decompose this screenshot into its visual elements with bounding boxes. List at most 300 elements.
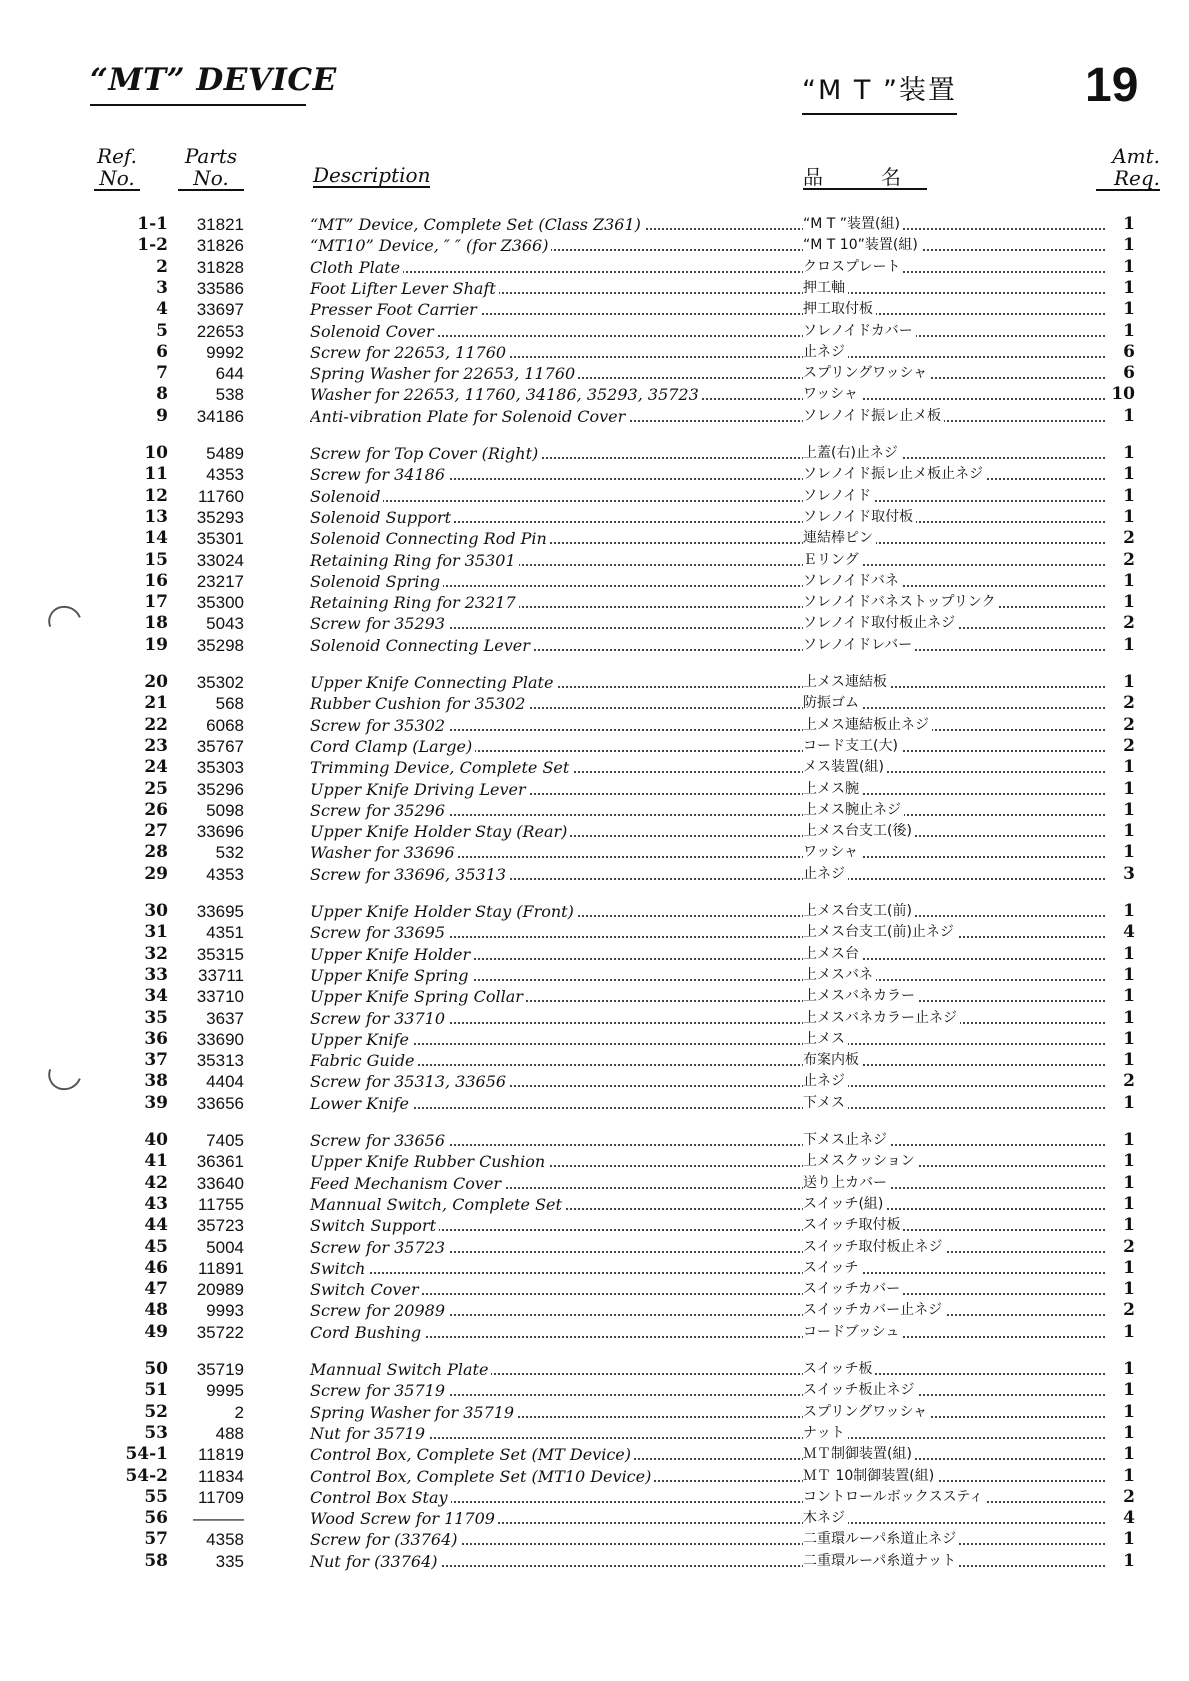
- part-description-text: Screw for 34186: [310, 465, 448, 484]
- part-description: [310, 235, 800, 256]
- part-description-text: Feed Mechanism Cover: [310, 1174, 504, 1193]
- part-name-jp: [803, 1402, 1103, 1423]
- part-number: ———: [193, 1509, 244, 1529]
- amount-required: 1: [1123, 778, 1135, 799]
- amount-required: 1: [1123, 1028, 1135, 1049]
- part-description-text: Nut for 35719: [310, 1424, 428, 1443]
- part-number: 11891: [197, 1258, 244, 1278]
- part-description: [310, 1130, 800, 1151]
- ref-number: 29: [144, 863, 168, 884]
- ref-number: 34: [144, 986, 168, 1007]
- part-name-jp: [803, 944, 1103, 965]
- part-description-text: Solenoid: [310, 487, 383, 506]
- ref-number: 46: [144, 1257, 168, 1278]
- part-description-text: Screw for 33710: [310, 1009, 448, 1028]
- part-number: 33697: [196, 300, 244, 320]
- part-description-text: Upper Knife: [310, 1030, 412, 1049]
- part-description-text: Control Box, Complete Set (MT10 Device): [310, 1467, 654, 1486]
- ref-number: 15: [144, 549, 168, 570]
- part-name-jp-text: “M T ”装置(組): [803, 216, 903, 232]
- column-header-ref-line1: Ref.: [97, 144, 137, 168]
- part-name-jp: [803, 1423, 1103, 1444]
- part-number: 35303: [196, 758, 244, 778]
- table-row: [0, 736, 1189, 757]
- table-row: [0, 528, 1189, 549]
- ref-number: 1-2: [137, 235, 168, 256]
- part-description: [310, 1008, 800, 1029]
- part-name-jp: [803, 342, 1103, 363]
- ref-number: 54-2: [125, 1465, 168, 1486]
- part-name-jp: [803, 1279, 1103, 1300]
- ref-number: 28: [144, 842, 168, 863]
- part-description-text: Presser Foot Carrier: [310, 300, 480, 319]
- amount-required: 10: [1111, 384, 1135, 405]
- ref-number: 57: [144, 1529, 168, 1550]
- part-description-text: Screw for 35302: [310, 716, 448, 735]
- amount-required: 1: [1123, 821, 1135, 842]
- part-number: 3637: [206, 1008, 244, 1028]
- part-number: 4404: [206, 1072, 244, 1092]
- ref-number: 50: [144, 1359, 168, 1379]
- table-row: [0, 1093, 1189, 1114]
- ref-number: 31: [144, 922, 168, 943]
- ref-number: 20: [144, 672, 168, 692]
- part-description-text: Washer for 33696: [310, 843, 458, 862]
- amount-required: 1: [1123, 799, 1135, 820]
- part-name-jp-text: 上メス腕止ネジ: [803, 802, 904, 818]
- part-description: [310, 342, 800, 363]
- part-description-text: Retaining Ring for 35301: [310, 551, 519, 570]
- part-name-jp: [803, 1380, 1103, 1401]
- part-description-text: Retaining Ring for 23217: [310, 593, 519, 612]
- part-name-jp-text: ナット: [803, 1425, 848, 1441]
- table-row: [0, 779, 1189, 800]
- part-number: 31821: [196, 215, 244, 234]
- table-row: [0, 864, 1189, 885]
- table-row: [0, 821, 1189, 842]
- part-name-jp: [803, 693, 1103, 714]
- part-name-jp-text: スプリングワッシャ: [803, 1404, 930, 1420]
- ref-number: 4: [156, 299, 168, 320]
- table-row: [0, 1423, 1189, 1444]
- part-number: 33690: [196, 1029, 244, 1049]
- part-name-jp: [803, 922, 1103, 943]
- part-description: [310, 1322, 800, 1343]
- part-name-jp-text: コードブッシュ: [803, 1324, 902, 1340]
- part-description-text: Upper Knife Connecting Plate: [310, 673, 556, 692]
- part-description: [310, 1279, 800, 1300]
- ref-number: 30: [144, 901, 168, 921]
- part-description-text: “MT” Device, Complete Set (Class Z361): [310, 215, 644, 234]
- part-description: [310, 986, 800, 1007]
- part-number: 33696: [196, 822, 244, 842]
- ref-number: 43: [144, 1193, 168, 1214]
- part-description-text: Upper Knife Holder: [310, 945, 473, 964]
- part-description-text: Upper Knife Rubber Cushion: [310, 1152, 548, 1171]
- ref-number: 21: [144, 693, 168, 714]
- table-row: [0, 1130, 1189, 1151]
- amount-required: 2: [1123, 613, 1135, 634]
- ref-number: 27: [144, 821, 168, 842]
- amount-required: 1: [1123, 235, 1135, 256]
- part-description-text: Switch Support: [310, 1216, 439, 1235]
- part-name-jp: [803, 528, 1103, 549]
- part-name-jp-text: ＭＴ制御装置(組): [803, 1446, 915, 1462]
- part-name-jp: [803, 1551, 1103, 1572]
- table-row: [0, 1258, 1189, 1279]
- table-row: [0, 965, 1189, 986]
- column-header-parts-line1: Parts: [184, 144, 238, 168]
- part-number: 9993: [206, 1301, 244, 1321]
- table-row: [0, 384, 1189, 405]
- part-name-jp: [803, 736, 1103, 757]
- amount-required: 3: [1123, 863, 1135, 884]
- part-description-text: Screw for (33764): [310, 1530, 461, 1549]
- ref-number: 14: [144, 528, 168, 549]
- table-row: [0, 1529, 1189, 1550]
- part-number: 488: [215, 1423, 244, 1443]
- part-number: 35293: [196, 507, 244, 527]
- amount-required: 1: [1123, 1130, 1135, 1150]
- part-name-jp: [803, 1071, 1103, 1092]
- part-description: [310, 443, 800, 464]
- part-description: [310, 779, 800, 800]
- table-row: [0, 922, 1189, 943]
- part-description: [310, 1359, 800, 1380]
- part-number: 34186: [196, 406, 244, 426]
- part-name-jp-text: スイッチ板止ネジ: [803, 1382, 917, 1398]
- part-description: [310, 1237, 800, 1258]
- part-description-text: Spring Washer for 35719: [310, 1403, 517, 1422]
- part-name-jp-text: ソレノイド取付板止ネジ: [803, 615, 958, 631]
- part-name-jp: [803, 443, 1103, 464]
- part-number: 33711: [197, 965, 244, 985]
- part-name-jp: [803, 592, 1103, 613]
- amount-required: 1: [1123, 256, 1135, 277]
- part-name-jp: [803, 1466, 1103, 1487]
- ref-number: 38: [144, 1071, 168, 1092]
- part-number: 36361: [196, 1152, 244, 1172]
- part-name-jp-text: ソレノイドバネ: [803, 573, 902, 589]
- part-number: 5043: [206, 614, 244, 634]
- part-description-text: Mannual Switch Plate: [310, 1360, 491, 1379]
- part-name-jp: [803, 800, 1103, 821]
- part-number: 335: [215, 1551, 244, 1571]
- ref-number: 22: [144, 714, 168, 735]
- ref-number: 5: [156, 320, 168, 341]
- part-number: 35722: [196, 1322, 244, 1342]
- part-description: [310, 901, 800, 922]
- part-number: 35767: [196, 736, 244, 756]
- part-description: [310, 715, 800, 736]
- amount-required: 1: [1123, 1444, 1135, 1465]
- part-description-text: Screw for 35723: [310, 1238, 448, 1257]
- table-row: [0, 715, 1189, 736]
- part-name-jp: [803, 1529, 1103, 1550]
- part-description: [310, 842, 800, 863]
- amount-required: 1: [1123, 1172, 1135, 1193]
- ref-number: 2: [156, 256, 168, 277]
- part-name-jp: [803, 1258, 1103, 1279]
- part-description: [310, 278, 800, 299]
- amount-required: 1: [1123, 1215, 1135, 1236]
- amount-required: 1: [1123, 405, 1135, 426]
- amount-required: 4: [1123, 1508, 1135, 1529]
- part-name-jp: [803, 384, 1103, 405]
- ref-number: 9: [156, 405, 168, 426]
- part-name-jp: [803, 1237, 1103, 1258]
- table-row: [0, 1173, 1189, 1194]
- table-row: [0, 986, 1189, 1007]
- part-description-text: Screw for 35313, 33656: [310, 1072, 509, 1091]
- page-title-japanese: “M T ”装置: [802, 68, 957, 115]
- part-description-text: Cloth Plate: [310, 258, 403, 277]
- part-name-jp-text: 止ネジ: [803, 344, 848, 360]
- part-number: 22653: [196, 321, 244, 341]
- part-name-jp: [803, 299, 1103, 320]
- part-name-jp: [803, 1151, 1103, 1172]
- amount-required: 1: [1123, 757, 1135, 778]
- part-name-jp: [803, 864, 1103, 885]
- part-number: 4353: [206, 465, 244, 485]
- table-row: [0, 1151, 1189, 1172]
- part-name-jp: [803, 214, 1103, 235]
- part-number: 7405: [206, 1131, 244, 1150]
- part-name-jp: [803, 613, 1103, 634]
- part-name-jp-text: 押工取付板: [803, 301, 876, 317]
- amount-required: 1: [1123, 986, 1135, 1007]
- part-number: 11819: [197, 1445, 244, 1465]
- ref-number: 24: [144, 757, 168, 778]
- part-name-jp-text: ソレノイドバネストップリンク: [803, 594, 999, 610]
- part-name-jp-text: スイッチ(組): [803, 1196, 886, 1212]
- amount-required: 1: [1123, 943, 1135, 964]
- amount-required: 1: [1123, 1529, 1135, 1550]
- part-description: [310, 757, 800, 778]
- part-number: 31826: [196, 236, 244, 256]
- part-number: 5004: [206, 1237, 244, 1257]
- ref-number: 6: [156, 341, 168, 362]
- amount-required: 1: [1123, 1193, 1135, 1214]
- part-name-jp-text: メス装置(組): [803, 759, 887, 775]
- part-name-jp: [803, 1008, 1103, 1029]
- amount-required: 1: [1123, 277, 1135, 298]
- table-row: [0, 321, 1189, 342]
- part-name-jp: [803, 1173, 1103, 1194]
- part-description-text: Solenoid Connecting Rod Pin: [310, 529, 550, 548]
- amount-required: 1: [1123, 1257, 1135, 1278]
- part-name-jp: [803, 406, 1103, 427]
- table-row: [0, 1380, 1189, 1401]
- part-description-text: Screw for 35719: [310, 1381, 448, 1400]
- amount-required: 1: [1123, 1401, 1135, 1422]
- ref-number: 19: [144, 634, 168, 655]
- part-description-text: Rubber Cushion for 35302: [310, 694, 528, 713]
- table-row: [0, 842, 1189, 863]
- part-description: [310, 800, 800, 821]
- part-description-text: Wood Screw for 11709: [310, 1509, 498, 1528]
- part-description-text: Upper Knife Spring: [310, 966, 472, 985]
- part-name-jp-text: ソレノイドカバー: [803, 323, 916, 339]
- part-name-jp: [803, 571, 1103, 592]
- part-number: 4358: [206, 1530, 244, 1550]
- part-name-jp: [803, 757, 1103, 778]
- part-name-jp: [803, 1300, 1103, 1321]
- part-description-text: Upper Knife Driving Lever: [310, 780, 529, 799]
- part-description: [310, 1444, 800, 1465]
- part-description-text: Foot Lifter Lever Shaft: [310, 279, 499, 298]
- table-row: [0, 550, 1189, 571]
- ref-number: 41: [144, 1151, 168, 1172]
- part-name-jp-text: ソレノイドレバー: [803, 637, 915, 653]
- part-number: 35300: [196, 593, 244, 613]
- part-description: [310, 592, 800, 613]
- column-header-ref-line2: No.: [94, 167, 140, 191]
- part-name-jp: [803, 1359, 1103, 1380]
- part-name-jp-text: 布案内板: [803, 1052, 862, 1068]
- table-row: [0, 486, 1189, 507]
- table-row: [0, 443, 1189, 464]
- part-name-jp-text: 上メス連結板止ネジ: [803, 717, 932, 733]
- ref-number: 35: [144, 1007, 168, 1028]
- part-name-jp: [803, 363, 1103, 384]
- part-name-jp: [803, 550, 1103, 571]
- ref-number: 45: [144, 1236, 168, 1257]
- part-name-jp: [803, 235, 1103, 256]
- part-description-text: Screw for 33696, 35313: [310, 865, 509, 884]
- amount-required: 1: [1123, 592, 1135, 613]
- part-name-jp-text: クロスプレート: [803, 259, 903, 275]
- amount-required: 2: [1123, 549, 1135, 570]
- part-name-jp-text: ソレノイド振レ止メ板止ネジ: [803, 466, 986, 482]
- part-name-jp-text: 上メス腕: [803, 781, 862, 797]
- part-number: 35719: [196, 1360, 244, 1379]
- part-number: 35302: [196, 673, 244, 692]
- amount-required: 1: [1123, 1359, 1135, 1379]
- part-name-jp-text: ソレノイド: [803, 488, 874, 504]
- part-name-jp-text: 連結棒ピン: [803, 530, 876, 546]
- amount-required: 2: [1123, 693, 1135, 714]
- part-name-jp: [803, 821, 1103, 842]
- part-description-text: Screw for 35296: [310, 801, 448, 820]
- amount-required: 2: [1123, 1236, 1135, 1257]
- part-name-jp: [803, 1093, 1103, 1114]
- table-row: [0, 1300, 1189, 1321]
- part-number: 11755: [197, 1194, 244, 1214]
- part-description-text: Upper Knife Holder Stay (Front): [310, 902, 577, 921]
- part-description: [310, 944, 800, 965]
- part-name-jp: [803, 1215, 1103, 1236]
- amount-required: 1: [1123, 1279, 1135, 1300]
- part-name-jp-text: 上メス: [803, 1031, 848, 1047]
- part-description: [310, 257, 800, 278]
- amount-required: 1: [1123, 1050, 1135, 1071]
- part-description-text: “MT10” Device, ″ ″ (for Z366): [310, 236, 551, 255]
- part-description: [310, 1050, 800, 1071]
- part-number: 532: [215, 843, 244, 863]
- table-row: [0, 1008, 1189, 1029]
- part-description: [310, 736, 800, 757]
- part-description: [310, 1551, 800, 1572]
- table-row: [0, 464, 1189, 485]
- table-row: [0, 1237, 1189, 1258]
- part-name-jp-text: スプリングワッシャ: [803, 365, 930, 381]
- part-name-jp-text: 二重環ルーパ糸道止ネジ: [803, 1531, 959, 1547]
- table-row: [0, 299, 1189, 320]
- table-row: [0, 613, 1189, 634]
- ref-number: 33: [144, 964, 168, 985]
- ref-number: 36: [144, 1028, 168, 1049]
- part-description: [310, 571, 800, 592]
- part-description-text: Screw for 22653, 11760: [310, 343, 509, 362]
- part-description: [310, 1093, 800, 1114]
- part-number: 6068: [206, 715, 244, 735]
- column-header-parts-line2: No.: [178, 167, 244, 191]
- ref-number: 3: [156, 277, 168, 298]
- part-description-text: Switch Cover: [310, 1280, 422, 1299]
- part-number: 35301: [196, 529, 244, 549]
- part-name-jp-text: スイッチ板: [803, 1361, 875, 1377]
- part-description: [310, 1300, 800, 1321]
- part-description: [310, 864, 800, 885]
- table-row: [0, 1071, 1189, 1092]
- part-name-jp: [803, 901, 1103, 922]
- part-description-text: Control Box Stay: [310, 1488, 451, 1507]
- part-number: 9992: [206, 342, 244, 362]
- amount-required: 2: [1123, 714, 1135, 735]
- part-name-jp-text: 上メスバネカラー: [803, 988, 918, 1004]
- part-name-jp-text: 下メス止ネジ: [803, 1132, 890, 1148]
- amount-required: 1: [1123, 214, 1135, 234]
- ref-number: 56: [144, 1508, 168, 1529]
- amount-required: 1: [1123, 1007, 1135, 1028]
- part-name-jp: [803, 715, 1103, 736]
- part-description: [310, 550, 800, 571]
- part-name-jp: [803, 986, 1103, 1007]
- part-name-jp-text: 上メス台支工(前): [803, 903, 915, 919]
- part-description: [310, 1466, 800, 1487]
- part-number: 4353: [206, 864, 244, 884]
- part-number: 11760: [197, 486, 244, 506]
- table-row: [0, 1050, 1189, 1071]
- table-row: [0, 571, 1189, 592]
- table-row: [0, 592, 1189, 613]
- part-name-jp-text: 上蓋(右)止ネジ: [803, 445, 901, 461]
- part-name-jp: [803, 1194, 1103, 1215]
- part-name-jp-text: “M T 10”装置(組): [803, 237, 921, 253]
- part-name-jp-text: スイッチカバー: [803, 1281, 903, 1297]
- table-row: [0, 214, 1189, 235]
- part-number: 35723: [196, 1216, 244, 1236]
- ref-number: 44: [144, 1215, 168, 1236]
- part-name-jp: [803, 507, 1103, 528]
- part-name-jp: [803, 1029, 1103, 1050]
- part-name-jp-text: Ｅリング: [803, 552, 862, 568]
- part-name-jp: [803, 278, 1103, 299]
- part-name-jp-text: 下メス: [803, 1095, 848, 1111]
- amount-required: 1: [1123, 1321, 1135, 1342]
- table-row: [0, 1279, 1189, 1300]
- part-description-text: Nut for (33764): [310, 1552, 441, 1571]
- table-row: [0, 693, 1189, 714]
- part-number: 568: [215, 694, 244, 714]
- part-number: 33656: [196, 1093, 244, 1113]
- part-description: [310, 507, 800, 528]
- amount-required: 1: [1123, 901, 1135, 921]
- part-description: [310, 1151, 800, 1172]
- table-row: [0, 757, 1189, 778]
- part-number: 35313: [196, 1051, 244, 1071]
